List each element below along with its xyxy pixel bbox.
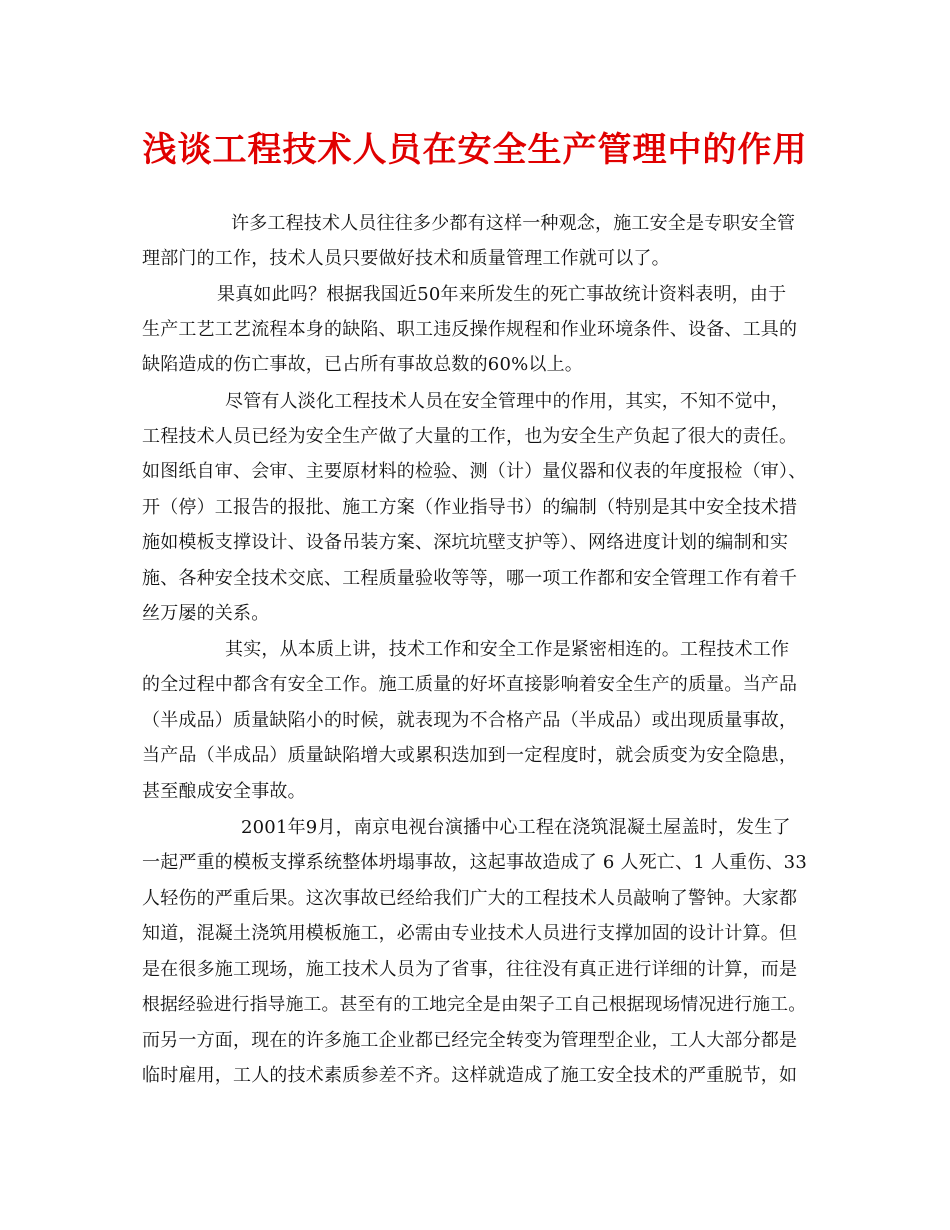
- body-line: 如图纸自审、会审、主要原材料的检验、测（计）量仪器和仪表的年度报检（审）、: [142, 461, 807, 482]
- body-line: 知道，混凝土浇筑用模板施工，必需由专业技术人员进行支撑加固的设计计算。但: [142, 923, 798, 944]
- body-line: 是在很多施工现场，施工技术人员为了省事，往往没有真正进行详细的计算，而是: [142, 959, 798, 980]
- body-line: 施如模板支撑设计、设备吊装方案、深坑坑壁支护等）、网络进度计划的编制和实: [142, 532, 789, 553]
- body-line: 开（停）工报告的报批、施工方案（作业指导书）的编制（特别是其中安全技术措: [142, 497, 798, 518]
- body-line: 理部门的工作，技术人员只要做好技术和质量管理工作就可以了。: [142, 248, 670, 269]
- body-line: 施、各种安全技术交底、工程质量验收等等，哪一项工作都和安全管理工作有着千: [142, 568, 798, 589]
- body-line: 生产工艺工艺流程本身的缺陷、职工违反操作规程和作业环境条件、设备、工具的: [142, 319, 798, 340]
- body-line: 果真如此吗？根据我国近50年来所发生的死亡事故统计资料表明，由于: [217, 284, 787, 305]
- body-line: 一起严重的模板支撑系统整体坍塌事故，这起事故造成了 6 人死亡、1 人重伤、33: [142, 852, 807, 873]
- document-title: 浅谈工程技术人员在安全生产管理中的作用: [142, 130, 808, 170]
- body-line: 丝万屡的关系。: [142, 603, 270, 624]
- body-line: 2001年9月，南京电视台演播中心工程在浇筑混凝土屋盖时，发生了: [241, 817, 791, 838]
- body-line: 许多工程技术人员往往多少都有这样一种观念，施工安全是专职安全管: [231, 213, 796, 234]
- body-line: 其实，从本质上讲，技术工作和安全工作是紧密相连的。工程技术工作: [225, 639, 790, 660]
- body-line: 临时雇用，工人的技术素质参差不齐。这样就造成了施工安全技术的严重脱节，如: [142, 1065, 798, 1086]
- body-line: 工程技术人员已经为安全生产做了大量的工作，也为安全生产负起了很大的责任。: [142, 426, 798, 447]
- body-line: 甚至酿成安全事故。: [142, 781, 306, 802]
- body-line: 的全过程中都含有安全工作。施工质量的好坏直接影响着安全生产的质量。当产品: [142, 674, 798, 695]
- body-line: 人轻伤的严重后果。这次事故已经给我们广大的工程技术人员敲响了警钟。大家都: [142, 888, 798, 909]
- body-line: （半成品）质量缺陷小的时候，就表现为不合格产品（半成品）或出现质量事故，: [142, 710, 798, 731]
- body-line: 缺陷造成的伤亡事故，已占所有事故总数的60%以上。: [142, 354, 584, 375]
- body-line: 当产品（半成品）质量缺陷增大或累积迭加到一定程度时，就会质变为安全隐患，: [142, 745, 798, 766]
- body-line: 尽管有人淡化工程技术人员在安全管理中的作用，其实，不知不觉中，: [225, 391, 790, 412]
- body-line: 根据经验进行指导施工。甚至有的工地完全是由架子工自己根据现场情况进行施工。: [142, 995, 807, 1015]
- body-line: 而另一方面，现在的许多施工企业都已经完全转变为管理型企业，工人大部分都是: [142, 1030, 798, 1051]
